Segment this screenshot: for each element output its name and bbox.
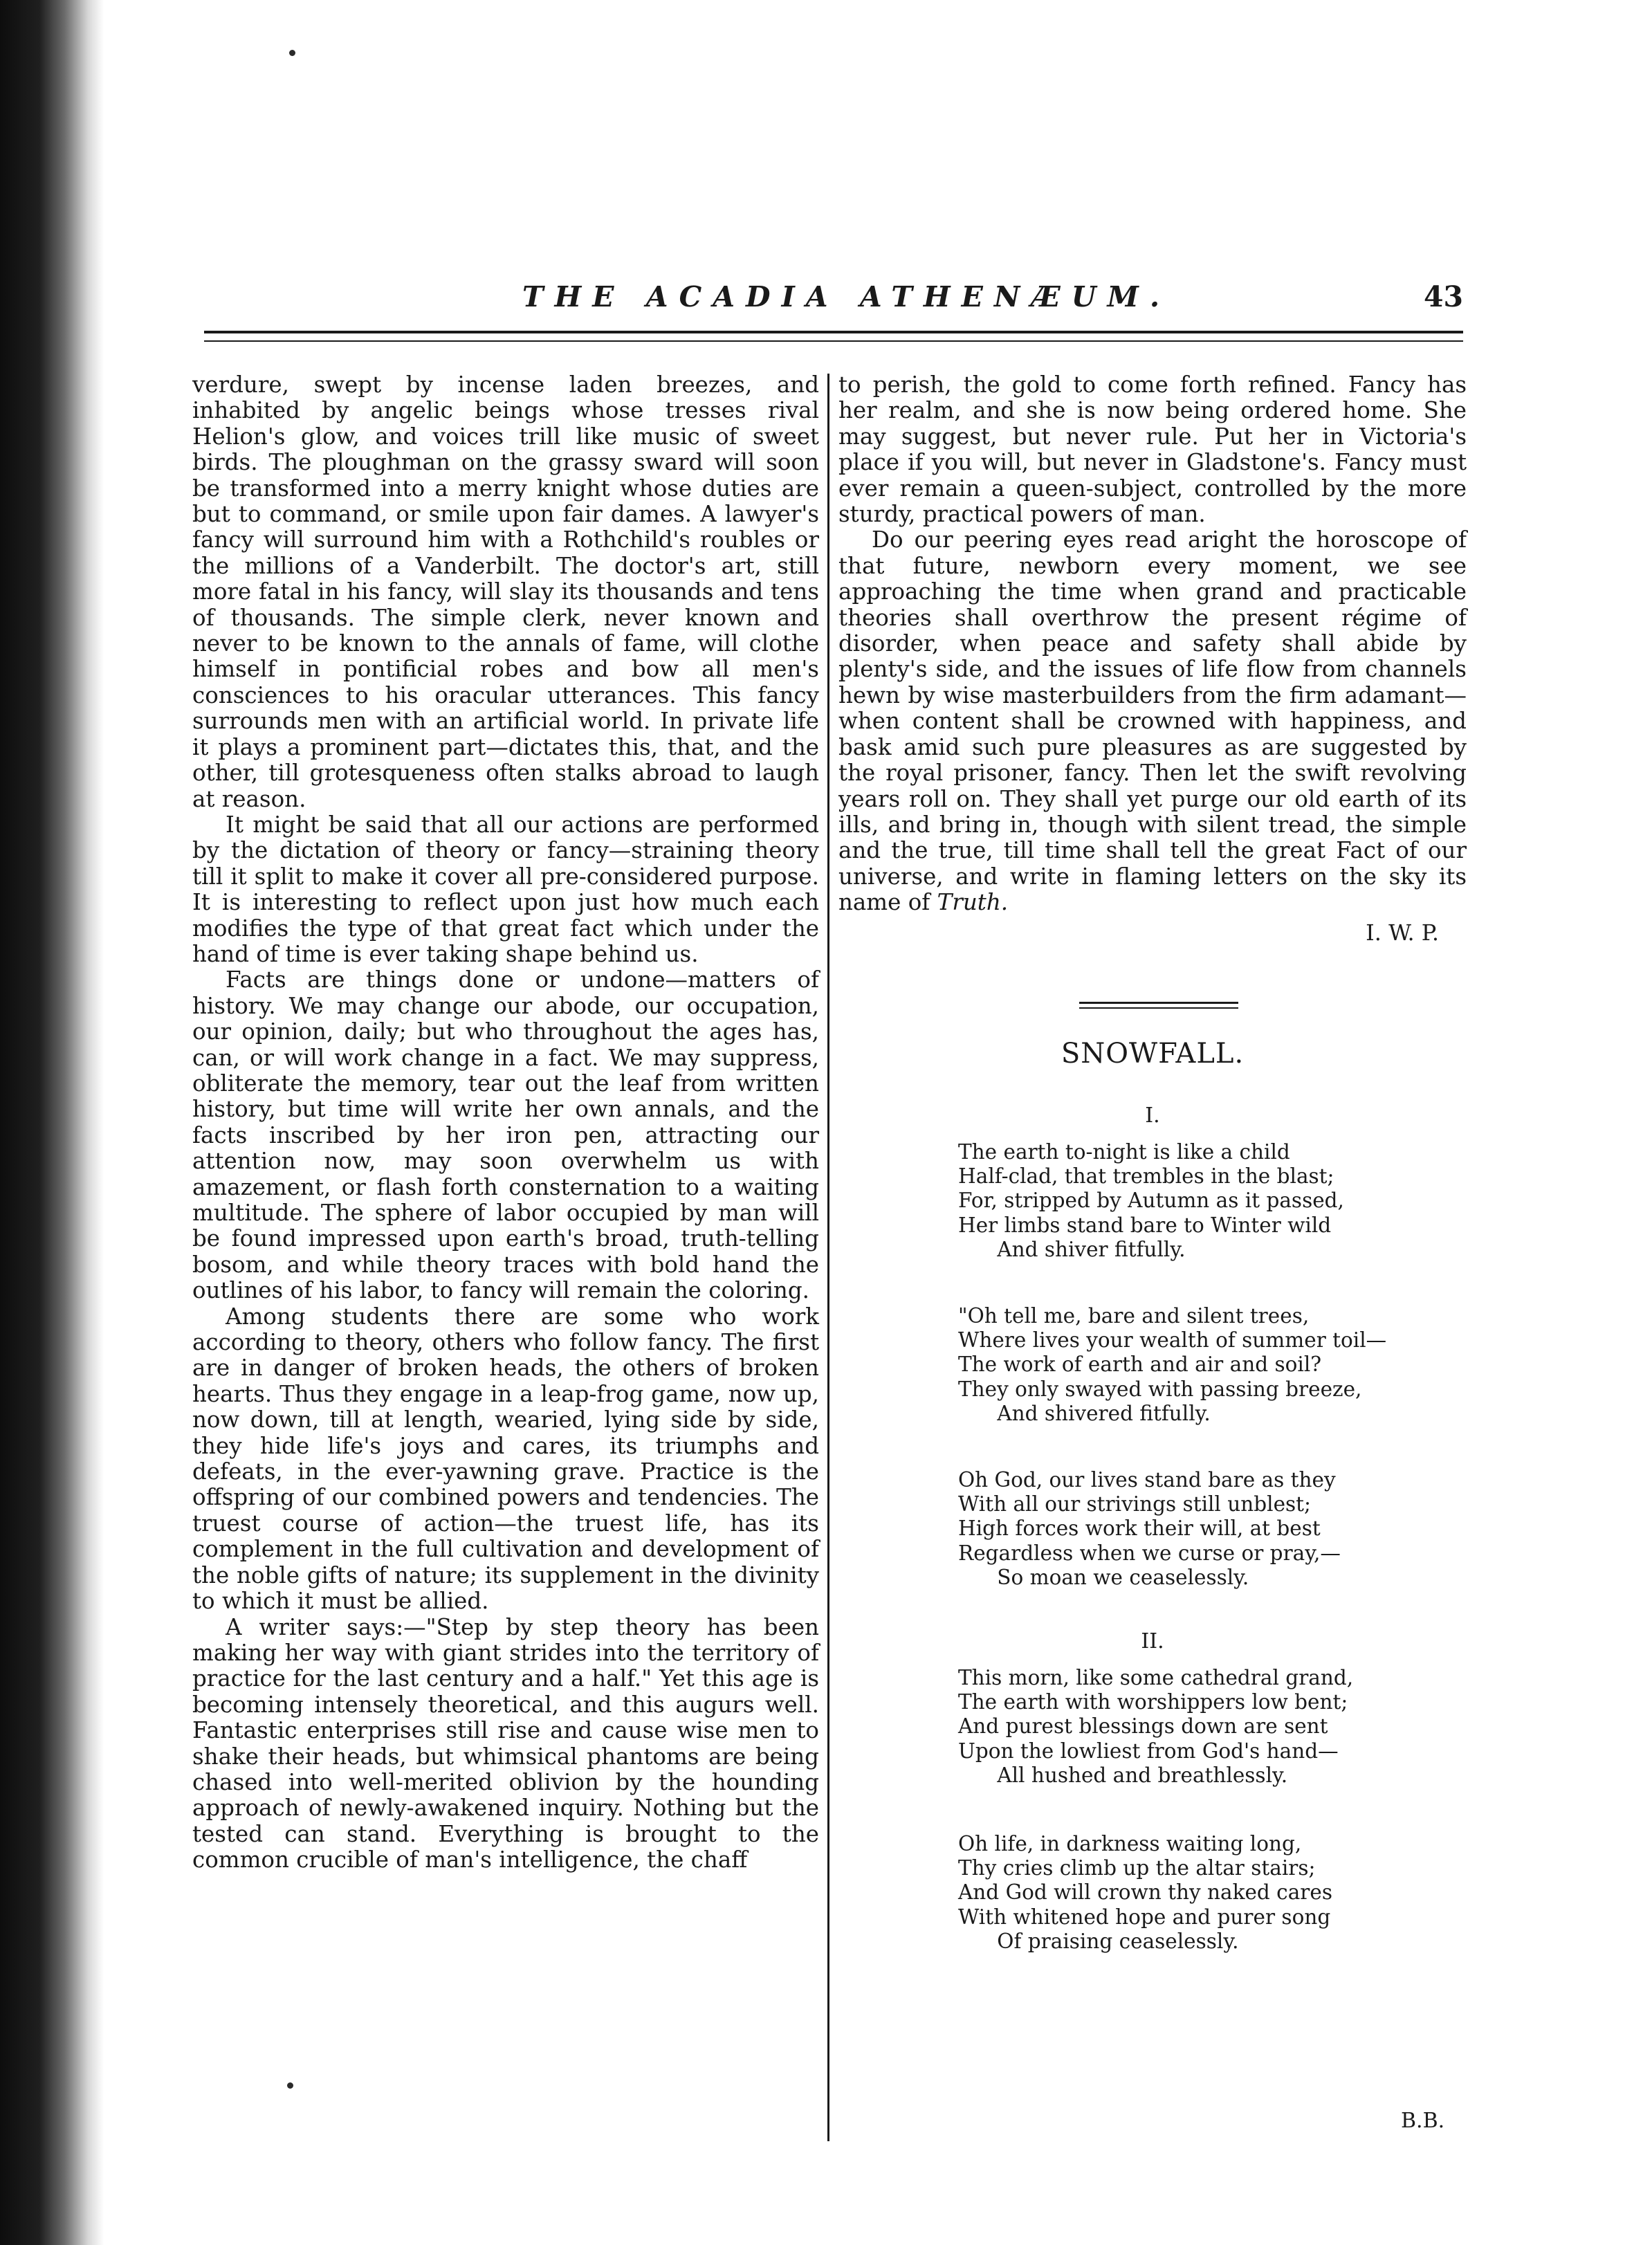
column-divider [827, 374, 829, 2141]
poem-line: And God will crown thy naked cares [958, 1880, 1332, 1905]
poem-line: They only swayed with passing breeze, [958, 1377, 1362, 1401]
poem-line: So moan we ceaselessly. [958, 1565, 1249, 1589]
poem-line: And purest blessings down are sent [958, 1714, 1328, 1739]
poem-line: This morn, like some cathedral grand, [958, 1666, 1354, 1689]
poem-stanza [958, 1832, 1332, 1954]
poem-line: All hushed and breathlessly. [958, 1763, 1288, 1787]
poem-title: SNOWFALL. [1061, 1038, 1245, 1070]
poem-line: The earth with worshippers low bent; [958, 1690, 1348, 1714]
page-header [204, 280, 1463, 322]
poem-line: Half-clad, that trembles in the blast; [958, 1164, 1334, 1189]
poem-line: Oh God, our lives stand bare as they [958, 1468, 1336, 1492]
poem-line: With whitened hope and purer song [958, 1905, 1331, 1929]
poem-line: Upon the lowliest from God's hand— [958, 1739, 1339, 1763]
article-right-column [838, 372, 1467, 946]
poem-part-two-label: II. [1141, 1629, 1164, 1653]
article-paragraph: to perish, the gold to come forth refined. Fancy has her realm, and she is now being ordered home. She may suggest, but never rule. Put her in Victoria's place if you will, but never in Gladstone's. Fancy must ever remain a queen-subject, controlled by the more sturdy, practical powers of man. [838, 372, 1467, 528]
running-title: THE ACADIA ATHENÆUM. [522, 280, 1171, 313]
poem-stanza [958, 1666, 1353, 1788]
article-signature: I. W. P. [1366, 919, 1439, 946]
poem-part-one-label: I. [1145, 1103, 1160, 1128]
section-rule-top [1079, 1002, 1238, 1004]
article-paragraph: verdure, swept by incense laden breezes, and inhabited by angelic beings whose tresses rival Helion's glow, and voices trill like music of sweet birds. The ploughman on the grassy sward will soon be transformed into a merry knight whose duties are but to command, or smile upon fair dames. A lawyer's fancy will surround him with a Rothchild's roubles or the millions of a Vanderbilt. The doctor's art, still more fatal in his fancy, will slay its thousands and tens of thousands. The simple clerk, never known and never to be known to the annals of fame, will clothe himself in pontificial robes and bow all men's consciences to his oracular utterances. This fancy surrounds men with an artificial world. In private life it plays a prominent part—dictates this, that, and the other, till grotesqueness often stalks abroad to laugh at reason. [192, 372, 819, 812]
page-number: 43 [1423, 280, 1463, 313]
poem-line: Oh life, in darkness waiting long, [958, 1832, 1302, 1855]
article-paragraph: A writer says:—"Step by step theory has been making her way with giant strides into the territory of practice for the last century and a half." Yet this age is becoming intensely theoretical, and this augurs well. Fantastic enterprises still rise and cause wise men to shake their heads, but whimsical phantoms are being chased into well-merited oblivion by the hounding approach of newly-awakened inquiry. Nothing but the tested can stand. Everything is brought to the common crucible of man's intelligence, the chaff [192, 1613, 819, 1873]
poem-line: "Oh tell me, bare and silent trees, [958, 1304, 1310, 1328]
article-paragraph [838, 527, 1467, 915]
section-rule-bottom [1079, 1007, 1238, 1009]
poem-stanza [958, 1468, 1341, 1590]
header-rule-thick [204, 331, 1463, 333]
article-paragraph: It might be said that all our actions are performed by the dictation of theory or fancy—straining theory till it split to make it cover all pre-considered purpose. It is interesting to reflect upon just how much each modifies the type of that great fact which under the hand of time is ever taking shape behind us. [192, 811, 819, 967]
poem-signature: B.B. [1401, 2109, 1445, 2133]
poem-line: High forces work their will, at best [958, 1516, 1321, 1541]
poem-line: The earth to-night is like a child [958, 1140, 1290, 1164]
print-speck [289, 50, 295, 56]
poem-line: Where lives your wealth of summer toil— [958, 1328, 1387, 1353]
article-paragraph-text: Do our peering eyes read aright the horoscope of that future, newborn every moment, we see approaching the time when grand and practicable theories shall overthrow the present régime of disorder, when peace and safety shall abide by plenty's side, and the issues of life flow from channels hewn by wise masterbuilders from the firm adamant—when content shall be crowned with happiness, and bask amid such pure pleasures as are suggested by the royal prisoner, fancy. Then let the swift revolving years roll on. They shall yet purge our old earth of its ills, and bring in, though with silent tread, the simple and the true, till time shall tell the great Fact of our universe, and write in flaming letters on the sky its name of [838, 526, 1467, 916]
poem-line: Her limbs stand bare to Winter wild [958, 1213, 1332, 1237]
poem-line: And shivered fitfully. [958, 1401, 1211, 1425]
header-rule-thin [204, 340, 1463, 342]
article-left-column [192, 372, 819, 2129]
poem-line: Regardless when we curse or pray,— [958, 1541, 1341, 1565]
article-paragraph: Among students there are some who work according to theory, others who follow fancy. The first are in danger of broken heads, the others of broken hearts. Thus they engage in a leap-frog game, now up, now down, till at length, wearied, lying side by side, they hide life's joys and cares, its triumphs and defeats, in the ever-yawning grave. Practice is the offspring of our combined powers and tendencies. The truest course of action—the truest life, has its complement in the full cultivation and development of the noble gifts of nature; its supplement in the divinity to which it must be allied. [192, 1303, 819, 1615]
book-spine-shadow [0, 0, 104, 2245]
poem-line: Of praising ceaselessly. [958, 1929, 1239, 1953]
poem-stanza [958, 1140, 1344, 1262]
poem-line: For, stripped by Autumn as it passed, [958, 1189, 1344, 1213]
closing-word: Truth. [937, 889, 1009, 916]
poem-line: Thy cries climb up the altar stairs; [958, 1856, 1316, 1880]
poem-line: With all our strivings still unblest; [958, 1492, 1311, 1516]
poem-line: And shiver fitfully. [958, 1237, 1186, 1261]
poem-line: The work of earth and air and soil? [958, 1353, 1322, 1377]
poem-stanza [958, 1304, 1386, 1426]
article-paragraph: Facts are things done or undone—matters of history. We may change our abode, our occupation, our opinion, daily; but who throughout the ages has, can, or will work change in a fact. We may suppress, obliterate the memory, tear out the leaf from written history, but time will write her own annals, and the facts inscribed by her iron pen, attracting our attention now, may soon overwhelm us with amazement, or flash forth consternation to a waiting multitude. The sphere of labor occupied by man will be found impressed upon earth's broad, truth-telling bosom, and while theory traces with bold hand the outlines of his labor, to fancy will remain the coloring. [192, 966, 819, 1304]
